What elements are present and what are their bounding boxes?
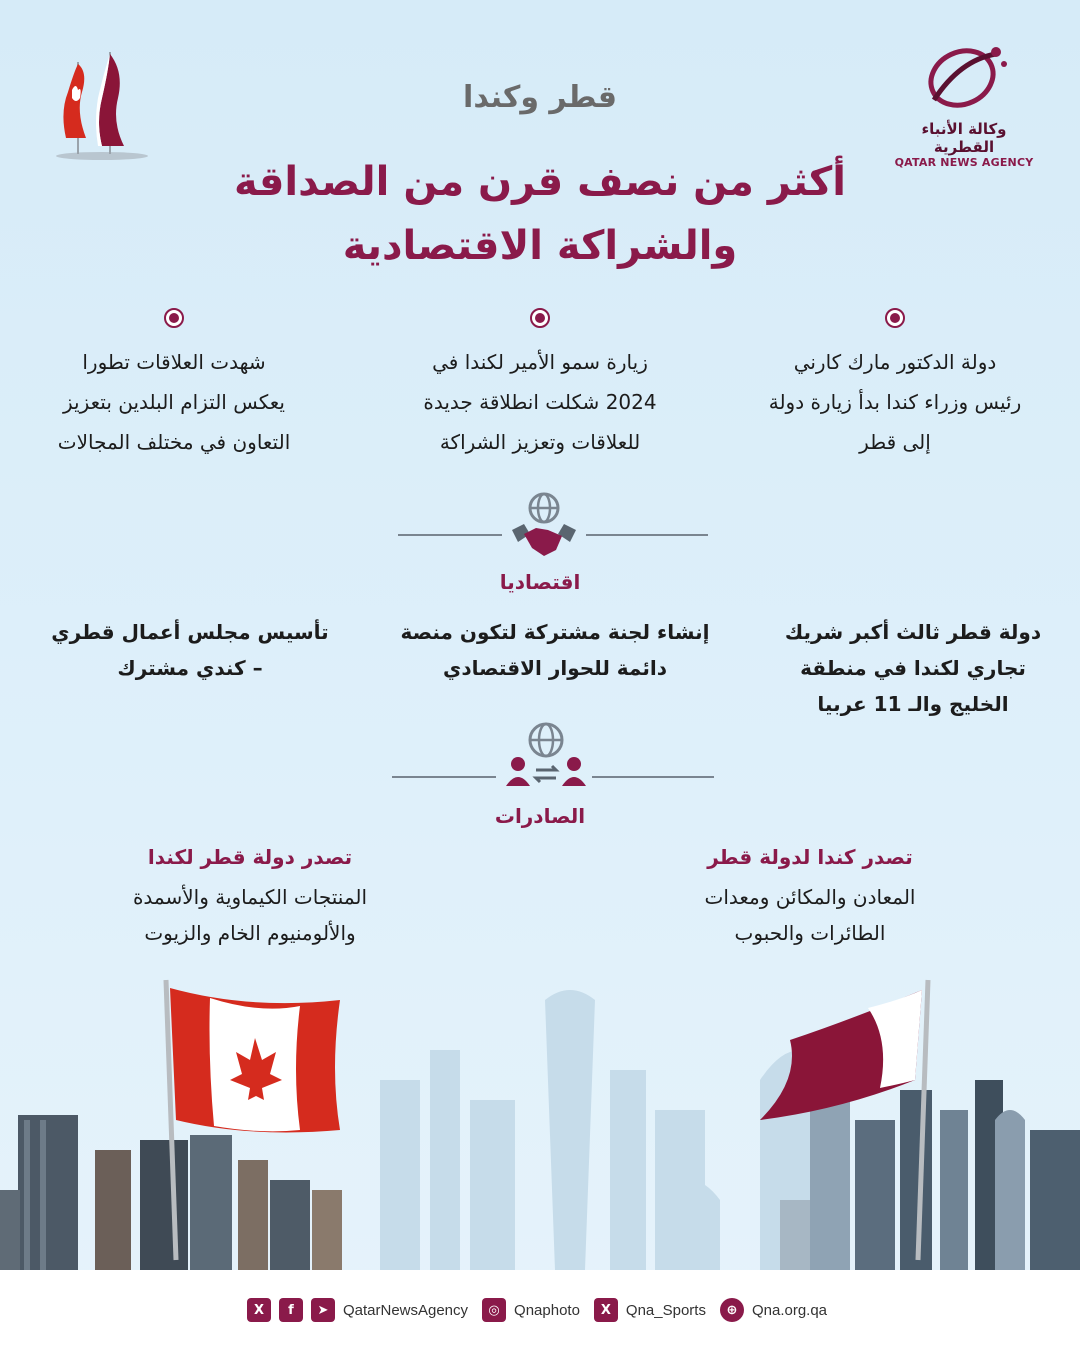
x-icon[interactable]: X (247, 1298, 271, 1322)
title-line-1: أكثر من نصف قرن من الصداقة (233, 159, 847, 205)
highlight-line: زيارة سمو الأمير لكندا في (432, 350, 648, 374)
x-icon[interactable]: X (594, 1298, 618, 1322)
handshake-globe-icon (506, 490, 582, 566)
exports-heading: تصدر كندا لدولة قطر (707, 845, 913, 869)
handle-sports[interactable]: Qna_Sports (625, 1301, 706, 1319)
economy-item (40, 614, 340, 686)
exports-line: الطائرات والحبوب (734, 921, 886, 945)
bullet-icon (164, 308, 184, 328)
highlight-item (24, 308, 324, 462)
divider-line (586, 534, 708, 536)
highlight-line: يعكس التزام البلدين بتعزيز (63, 390, 285, 414)
handle-photo[interactable]: Qnaphoto (514, 1301, 580, 1319)
highlight-item (390, 308, 690, 462)
economy-line: دائمة للحوار الاقتصادي (443, 656, 667, 680)
instagram-icon[interactable]: ◎ (482, 1298, 506, 1322)
highlight-item (745, 308, 1045, 462)
exports-qatar-to-canada (80, 845, 420, 951)
exports-canada-to-qatar (640, 845, 980, 951)
title-line-2: والشراكة الاقتصادية (342, 223, 738, 269)
economy-item (390, 614, 720, 686)
skyline-flags-illustration (0, 960, 1080, 1270)
highlight-line: دولة الدكتور مارك كارني (793, 350, 997, 374)
facebook-icon[interactable]: f (279, 1298, 303, 1322)
economy-item (763, 614, 1063, 722)
handle-main[interactable]: QatarNewsAgency (342, 1301, 469, 1319)
exports-heading: تصدر دولة قطر لكندا (147, 845, 353, 869)
economy-line: إنشاء لجنة مشتركة لتكون منصة (400, 620, 710, 644)
exports-line: المعادن والمكائن ومعدات (704, 885, 916, 909)
economy-line: تأسيس مجلس أعمال قطري (51, 620, 329, 644)
section-label-exports: الصادرات (494, 804, 586, 828)
economy-line: الخليج والـ 11 عربيا (817, 692, 1009, 716)
highlight-line: للعلاقات وتعزيز الشراكة (439, 430, 641, 454)
exports-line: المنتجات الكيماوية والأسمدة (132, 885, 368, 909)
divider-line (398, 534, 502, 536)
economy-line: تجاري لكندا في منطقة (800, 656, 1026, 680)
divider-line (592, 776, 714, 778)
divider-line (392, 776, 496, 778)
bullet-icon (885, 308, 905, 328)
highlight-line: التعاون في مختلف المجالات (57, 430, 291, 454)
highlight-line: 2024 شكلت انطلاقة جديدة (423, 390, 657, 414)
highlight-line: إلى قطر (859, 430, 931, 454)
exports-line: والألومنيوم الخام والزيوت (144, 921, 356, 945)
logo-name-ar: وكالة الأنباء القطرية (921, 120, 1007, 156)
social-footer (0, 1270, 1080, 1350)
economy-line: دولة قطر ثالث أكبر شريك (784, 620, 1042, 644)
economy-line: – كندي مشترك (117, 656, 263, 680)
bullet-icon (530, 308, 550, 328)
logo-name-en: QATAR NEWS AGENCY (894, 156, 1034, 169)
highlight-line: شهدت العلاقات تطورا (82, 350, 266, 374)
section-label-economy: اقتصاديا (499, 570, 581, 594)
web-icon[interactable]: ⊕ (720, 1298, 744, 1322)
page-subtitle: قطر وكندا (463, 80, 617, 115)
people-exchange-globe-icon (504, 720, 588, 792)
website-link[interactable]: Qna.org.qa (751, 1301, 828, 1319)
page-title (0, 150, 1080, 278)
highlight-line: رئيس وزراء كندا بدأ زيارة دولة (768, 390, 1022, 414)
telegram-icon[interactable]: ➤ (311, 1298, 335, 1322)
